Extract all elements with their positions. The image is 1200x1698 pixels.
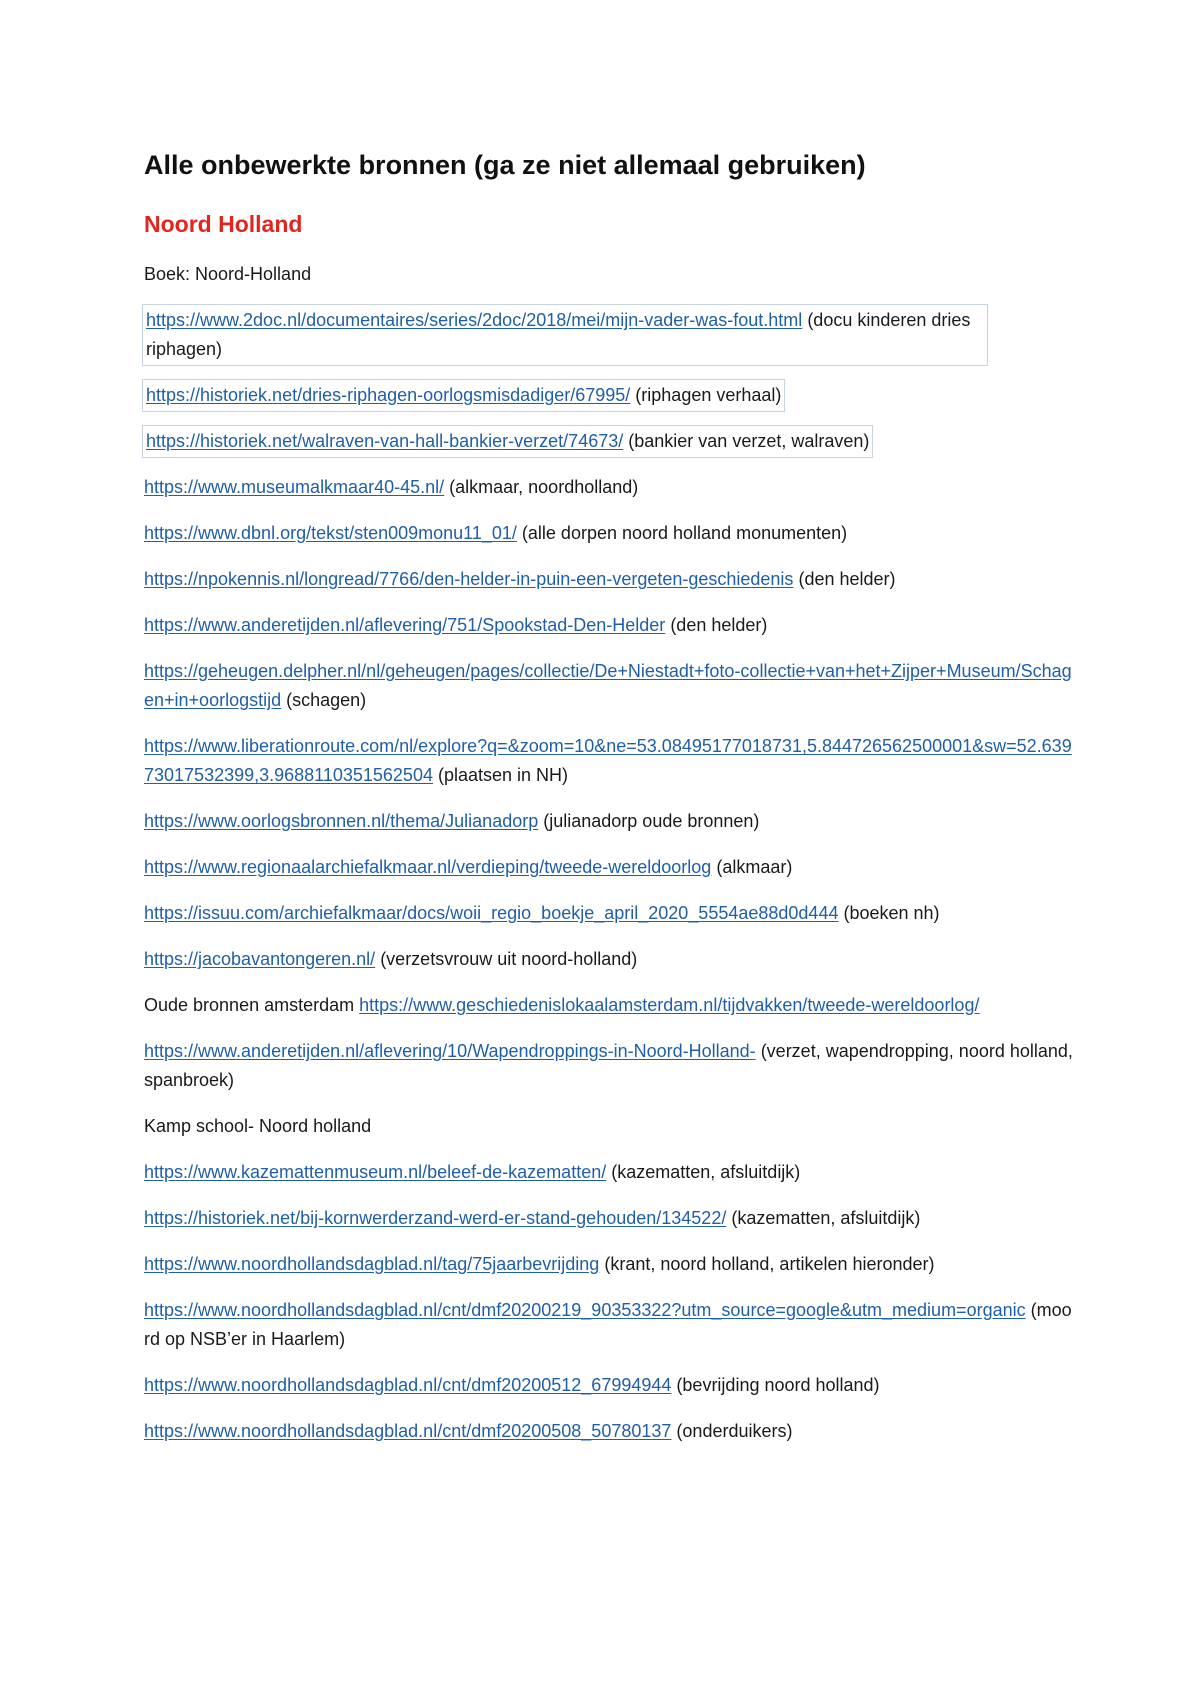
source-link[interactable]: https://www.museumalkmaar40-45.nl/ [144,477,445,497]
source-note: (kazematten, afsluitdijk) [731,1208,921,1228]
source-link[interactable]: https://www.noordhollandsdagblad.nl/tag/75jaarbevrijding [144,1254,600,1274]
list-item [144,1296,1074,1354]
source-note: (den helder) [798,569,896,589]
list-item [144,1371,1074,1400]
source-note: (julianadorp oude bronnen) [543,811,760,831]
list-item [144,1250,1074,1279]
source-link[interactable]: https://www.liberationroute.com/nl/explore?q=&zoom=10&ne=53.08495177018731,5.844726562500001&sw=52.63973017532399,3.9688110351562504 [144,736,1072,785]
source-link[interactable]: https://www.anderetijden.nl/aflevering/10/Wapendroppings-in-Noord-Holland- [144,1041,756,1061]
kamp-line: Kamp school- Noord holland [144,1116,372,1136]
list-item [144,519,1074,548]
source-link[interactable]: https://historiek.net/walraven-van-hall-bankier-verzet/74673/ [146,431,624,451]
source-link[interactable]: https://npokennis.nl/longread/7766/den-helder-in-puin-een-vergeten-geschiedenis [144,569,794,589]
list-item [144,427,1074,456]
source-link[interactable]: https://www.geschiedenislokaalamsterdam.nl/tijdvakken/tweede-wereldoorlog/ [359,995,980,1015]
amsterdam-prefix: Oude bronnen amsterdam [144,995,355,1015]
source-link[interactable]: https://www.regionaalarchiefalkmaar.nl/verdieping/tweede-wereldoorlog [144,857,712,877]
source-note: (verzetsvrouw uit noord-holland) [380,949,638,969]
list-item [144,1158,1074,1187]
source-note: (den helder) [670,615,768,635]
source-note: (bankier van verzet, walraven) [628,431,870,451]
amsterdam-line [144,991,1074,1020]
list-item [144,306,1074,364]
source-note: (alkmaar) [716,857,793,877]
source-link[interactable]: https://historiek.net/bij-kornwerderzand-werd-er-stand-gehouden/134522/ [144,1208,727,1228]
source-link[interactable]: https://www.2doc.nl/documentaires/series/2doc/2018/mei/mijn-vader-was-fout.html [146,310,803,330]
list-item [144,611,1074,640]
source-link[interactable]: https://geheugen.delpher.nl/nl/geheugen/pages/collectie/De+Niestadt+foto-collectie+van+het+Zijper+Museum/Schagen+in+oorlogstijd [144,661,1072,710]
source-link[interactable]: https://jacobavantongeren.nl/ [144,949,376,969]
list-item [144,1417,1074,1446]
source-link[interactable]: https://www.noordhollandsdagblad.nl/cnt/dmf20200219_90353322?utm_source=google&utm_medium=organic [144,1300,1026,1320]
list-item [144,732,1074,790]
source-link[interactable]: https://issuu.com/archiefalkmaar/docs/woii_regio_boekje_april_2020_5554ae88d0d444 [144,903,839,923]
entry-box [144,427,871,456]
source-link[interactable]: https://www.noordhollandsdagblad.nl/cnt/dmf20200512_67994944 [144,1375,672,1395]
list-item [144,1037,1074,1095]
list-item [144,381,1074,410]
source-note: (krant, noord holland, artikelen hieronder) [604,1254,935,1274]
list-item [144,807,1074,836]
source-note: (moord op NSB’er in Haarlem) [144,1300,1072,1349]
source-note: (alkmaar, noordholland) [449,477,639,497]
region-heading: Noord Holland [144,211,303,237]
book-line: Boek: Noord-Holland [144,264,312,284]
source-link[interactable]: https://www.dbnl.org/tekst/sten009monu11_01/ [144,523,517,543]
source-note: (boeken nh) [843,903,940,923]
list-item [144,853,1074,882]
list-item [144,1204,1074,1233]
list-item [144,473,1074,502]
source-link[interactable]: https://www.anderetijden.nl/aflevering/751/Spookstad-Den-Helder [144,615,666,635]
list-item [144,565,1074,594]
source-link[interactable]: https://historiek.net/dries-riphagen-oorlogsmisdadiger/67995/ [146,385,631,405]
source-note: (riphagen verhaal) [635,385,782,405]
source-link[interactable]: https://www.oorlogsbronnen.nl/thema/Julianadorp [144,811,539,831]
source-note: (kazematten, afsluitdijk) [611,1162,801,1182]
list-item [144,945,1074,974]
source-link[interactable]: https://www.noordhollandsdagblad.nl/cnt/dmf20200508_50780137 [144,1421,672,1441]
source-note: (plaatsen in NH) [437,765,569,785]
source-note: (onderduikers) [676,1421,793,1441]
entry-box [144,381,783,410]
source-note: (verzet, wapendropping, noord holland, spanbroek) [144,1041,1073,1090]
source-link[interactable]: https://www.kazemattenmuseum.nl/beleef-de-kazematten/ [144,1162,607,1182]
entry-box [144,306,986,364]
source-note: (bevrijding noord holland) [676,1375,880,1395]
list-item [144,657,1074,715]
source-note: (docu kinderen dries riphagen) [146,310,971,359]
source-note: (schagen) [286,690,367,710]
source-note: (alle dorpen noord holland monumenten) [521,523,848,543]
document-title: Alle onbewerkte bronnen (ga ze niet allemaal gebruiken) [144,150,866,180]
list-item [144,899,1074,928]
